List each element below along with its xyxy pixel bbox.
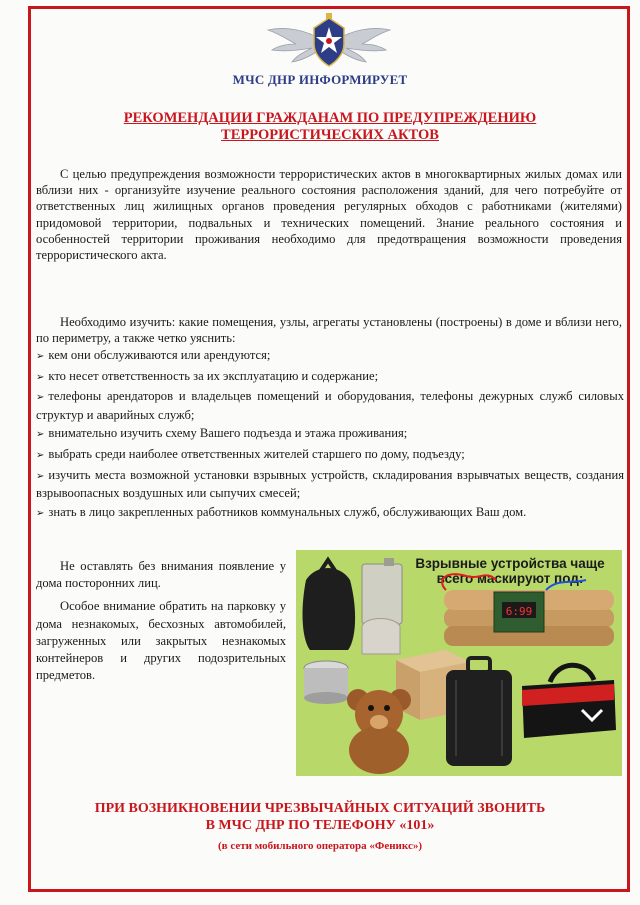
footer-line-1: ПРИ ВОЗНИКНОВЕНИИ ЧРЕЗВЫЧАЙНЫХ СИТУАЦИЙ ЗВОНИТЬ bbox=[94, 801, 546, 816]
suspicious-objects-icon bbox=[296, 550, 622, 776]
footer-line-2: В МЧС ДНР ПО ТЕЛЕФОНУ «101» bbox=[205, 818, 435, 833]
bullet-arrow-icon: ➢ bbox=[36, 371, 45, 383]
list-item: ➢ изучить места возможной установки взрывных устройств, складирования взрывчатых веществ, создания взрывоопасных воздушных или сыпучих смесей; bbox=[36, 467, 624, 501]
bullet-arrow-icon: ➢ bbox=[36, 429, 45, 441]
paragraph-study bbox=[36, 314, 622, 346]
list-item: ➢ кто несет ответственность за их эксплуатацию и содержание; bbox=[36, 368, 379, 383]
list-item: ➢ знать в лицо закрепленных работников коммунальных служб, обслуживающих Ваш дом. bbox=[36, 504, 527, 519]
timer-display: 6:99 bbox=[505, 605, 533, 618]
list-item: ➢ телефоны арендаторов и владельцев помещений и оборудования, телефоны дежурных служб силовых структур и аварийных служб; bbox=[36, 389, 624, 422]
emergency-call-notice bbox=[40, 800, 600, 834]
paragraph-1-text: С целью предупреждения возможности террористических актов в многоквартирных жилых домах или вблизи них - организуйте изучение реального состояния расположения зданий, для чего потребуйте от ответственных лиц жилищных органов проведения регулярных обходов с работниками (жителями) придомовой территории, подвальных и технических помещений. Знание реального состояния и особенностей территории проживания необходимо для предотвращения возможности проведения террористического акта. bbox=[36, 167, 622, 263]
bullet-arrow-icon: ➢ bbox=[36, 351, 45, 362]
paragraph-parking: Особое внимание обратить на парковку у дома незнакомых, бесхозных автомобилей, загруженных или закрытых незнакомых контейнеров и других подозрительных предметов. bbox=[36, 599, 286, 683]
page-title bbox=[60, 110, 600, 144]
bullet-arrow-icon: ➢ bbox=[36, 392, 45, 404]
bullet-arrow-icon: ➢ bbox=[36, 507, 45, 519]
list-item: ➢ кем они обслуживаются или арендуются; bbox=[36, 348, 271, 362]
heading-line-2: ТЕРРОРИСТИЧЕСКИХ АКТОВ bbox=[221, 127, 439, 143]
heading-line-1: РЕКОМЕНДАЦИИ ГРАЖДАНАМ ПО ПРЕДУПРЕЖДЕНИЮ bbox=[123, 110, 537, 126]
illustration-caption: Взрывные устройства чаще всего маскируют под: bbox=[415, 556, 605, 586]
list-item: ➢ выбрать среди наиболее ответственных жителей старшего по дому, подъезду; bbox=[36, 446, 465, 461]
recommendation-list bbox=[36, 347, 624, 524]
emergency-ministry-emblem-icon bbox=[266, 10, 392, 72]
paragraph-2-text: Необходимо изучить: какие помещения, узлы, агрегаты установлены (построены) в доме и вблизи него, по периметру, а также четко уяснить: bbox=[36, 315, 622, 346]
left-column-text bbox=[36, 558, 286, 690]
explosive-devices-illustration bbox=[296, 550, 622, 776]
org-title: МЧС ДНР ИНФОРМИРУЕТ bbox=[232, 72, 408, 87]
paragraph-intro bbox=[36, 166, 622, 263]
bullet-arrow-icon: ➢ bbox=[36, 449, 45, 461]
footer-operator-note: (в сети мобильного оператора «Феникс») bbox=[217, 840, 423, 852]
list-item: ➢ внимательно изучить схему Вашего подъезда и этажа проживания; bbox=[36, 426, 408, 441]
paragraph-strangers: Не оставлять без внимания появление у дома посторонних лиц. bbox=[36, 559, 286, 591]
bullet-arrow-icon: ➢ bbox=[36, 470, 45, 482]
